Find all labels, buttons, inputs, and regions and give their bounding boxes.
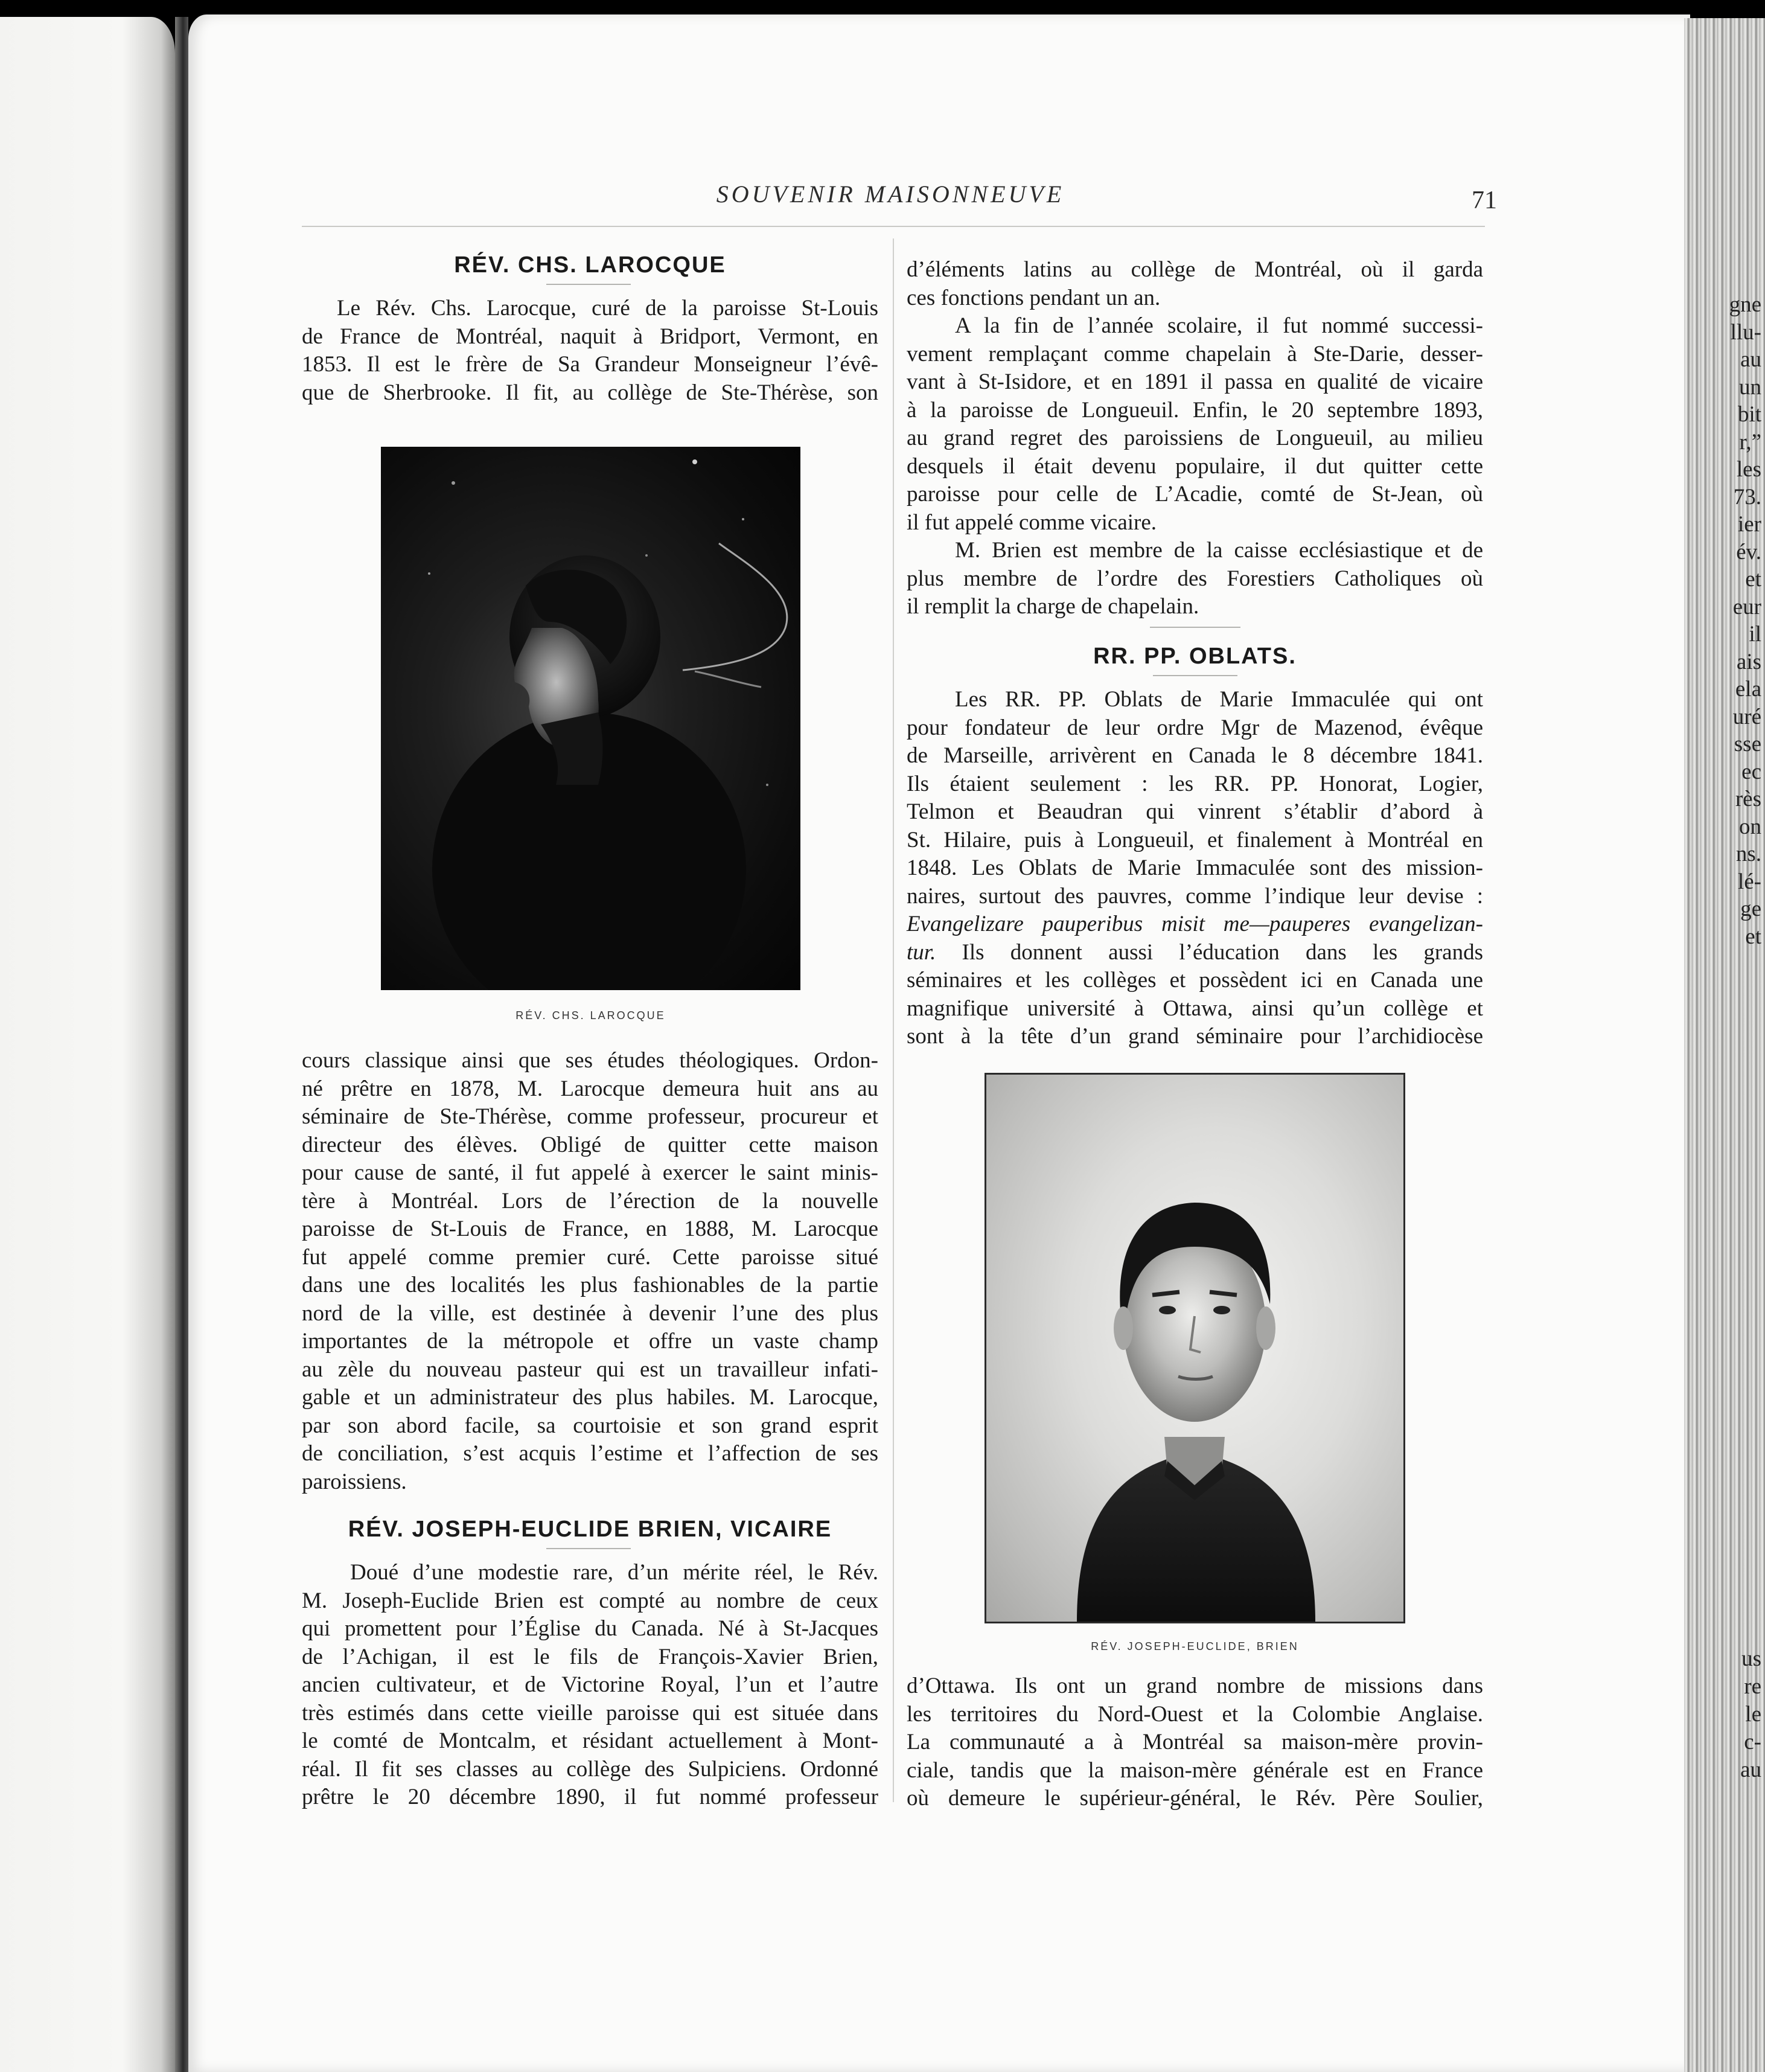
oblats-end-paragraph [907, 1672, 1483, 1813]
text-line: réal. Il fit ses classes au collège des Sulpiciens. Ordonné [302, 1756, 878, 1782]
text-line: Doué d’une modestie rare, d’un mérite réel, le Rév. [350, 1560, 878, 1585]
text-line: né prêtre en 1878, M. Larocque demeura huit ans au [302, 1076, 878, 1101]
left-page-fragment: on [1739, 814, 1761, 839]
left-page-fragment: le [1745, 1702, 1761, 1727]
text-line: plus membre de l’ordre des Forestiers Catholiques où [907, 566, 1483, 591]
left-page-fragment: lé- [1737, 869, 1761, 894]
left-page-fragment: re [1744, 1674, 1761, 1699]
photo-caption-brien: RÉV. JOSEPH-EUCLIDE, BRIEN [1091, 1640, 1299, 1652]
text-line: pour cause de santé, il fut appelé à exercer le saint minis- [302, 1160, 878, 1185]
left-page-fragment: r,” [1739, 429, 1761, 455]
text-line: le comté de Montcalm, et résidant actuellement à Mont- [302, 1728, 878, 1753]
text-line: paroisse pour celle de L’Acadie, comté de St-Jean, où [907, 482, 1483, 507]
left-page-fragment: c- [1744, 1730, 1761, 1754]
text-line: de conciliation, s’est acquis l’estime et l’affection de ses [302, 1441, 878, 1466]
text-line: ancien cultivateur, et de Victorine Royal, l’un et l’autre [302, 1672, 878, 1697]
text-line: que de Sherbrooke. Il fit, au collège de Ste-Thérèse, son [302, 380, 878, 405]
running-title: SOUVENIR MAISONNEUVE [716, 181, 1065, 208]
left-page-fragment: ns. [1735, 842, 1761, 866]
text-line: les territoires du Nord-Ouest et la Colombie Anglaise. [907, 1701, 1483, 1727]
motto-ending: tur. [907, 939, 936, 965]
text-line: très estimés dans cette vieille paroisse qui est située dans [302, 1700, 878, 1725]
text-line: pour fondateur de leur ordre Mgr de Mazenod, évêque [907, 715, 1483, 740]
text-line: ciale, tandis que la maison-mère générale est en France [907, 1757, 1483, 1783]
left-page-fragment: sse [1734, 732, 1761, 756]
text-line: séminaires et les collèges et possèdent ici en Canada une [907, 968, 1483, 993]
left-page [0, 17, 175, 2072]
text-line: d’Ottawa. Ils ont un grand nombre de missions dans [907, 1674, 1483, 1698]
text-line: de Marseille, arrivèrent en Canada le 8 décembre 1841. [907, 743, 1483, 768]
text-line: La communauté a à Montréal sa maison-mère provin- [907, 1730, 1483, 1754]
text-line: Les RR. PP. Oblats de Marie Immaculée qui ont [955, 687, 1483, 712]
left-page-fragment: llu- [1730, 319, 1761, 345]
text-line: M. Joseph-Euclide Brien est compté au nombre de ceux [302, 1588, 878, 1613]
text-span: Ils donnent aussi l’éducation dans les grands [936, 939, 1483, 965]
book-gutter [175, 17, 188, 2072]
text-line: importantes de la métropole et offre un vaste champ [302, 1329, 878, 1354]
text-line: de France de Montréal, naquit à Bridport, Vermont, en [302, 324, 878, 349]
left-page-fragment: eur [1732, 594, 1761, 619]
text-line: il fut appelé comme vicaire. [907, 510, 1157, 535]
left-page-fragment: év. [1736, 539, 1761, 564]
heading-rule [546, 284, 631, 285]
header-rule [302, 226, 1485, 227]
left-page-fragment: il [1749, 622, 1761, 647]
larocque-intro-paragraph [302, 295, 878, 407]
left-page-fragment: uré [1732, 704, 1761, 729]
left-page-fragment: ais [1736, 649, 1761, 674]
text-line: dans une des localités les plus fashionables de la partie [302, 1273, 878, 1297]
text-line: Ils étaient seulement : les RR. PP. Honorat, Logier, [907, 771, 1483, 796]
left-page-fragment: ier [1737, 512, 1761, 537]
portrait-photo-larocque [381, 447, 800, 990]
text-line: paroisse de St-Louis de France, en 1888, M. Larocque [302, 1217, 878, 1241]
heading-larocque: RÉV. CHS. LAROCQUE [454, 252, 726, 278]
text-line: de l’Achigan, il est le fils de François-Xavier Brien, [302, 1644, 878, 1669]
left-page-fragment: et [1745, 567, 1761, 592]
heading-oblats: RR. PP. OBLATS. [1093, 644, 1297, 669]
text-line: par son abord facile, sa courtoisie et son grand esprit [302, 1413, 878, 1438]
left-page-fragment: ela [1735, 677, 1761, 702]
oblats-body-paragraph [907, 686, 1483, 1051]
text-line: A la fin de l’année scolaire, il fut nommé successi- [955, 313, 1483, 338]
heading-rule [1153, 675, 1237, 676]
text-line: vant à St-Isidore, et en 1891 il passa en qualité de vicaire [907, 369, 1483, 394]
text-line: paroissiens. [302, 1469, 407, 1494]
text-line: directeur des élèves. Obligé de quitter cette maison [302, 1132, 878, 1157]
left-page-fragment: gne [1729, 292, 1761, 317]
text-line: M. Brien est membre de la caisse ecclésiastique et de [955, 538, 1483, 563]
brien-body-paragraph [302, 1559, 878, 1812]
left-page-fragment: et [1745, 924, 1761, 949]
left-page-fragment: 73. [1733, 484, 1761, 510]
photo-caption-larocque: RÉV. CHS. LAROCQUE [515, 1009, 666, 1022]
text-line: à la paroisse de Longueuil. Enfin, le 20 septembre 1893, [907, 397, 1483, 423]
text-line: où demeure le supérieur-général, le Rév. Père Soulier, [907, 1786, 1483, 1811]
brien-continued-paragraph [907, 256, 1483, 621]
text-line: 1853. Il est le frère de Sa Grandeur Monseigneur l’évê- [302, 352, 878, 377]
section-rule [1150, 627, 1240, 628]
left-page-fragment: rès [1735, 787, 1761, 811]
text-line: séminaire de Ste-Thérèse, comme professeur, procureur et [302, 1104, 878, 1129]
portrait-photo-brien [985, 1073, 1405, 1623]
text-line: fut appelé comme premier curé. Cette paroisse situé [302, 1244, 878, 1270]
text-line: ces fonctions pendant un an. [907, 285, 1161, 310]
text-line: il remplit la charge de chapelain. [907, 594, 1199, 619]
larocque-body-paragraph [302, 1047, 878, 1496]
page-number: 71 [1472, 187, 1497, 214]
text-line: Telmon et Beaudran qui vinrent s’établir d’abord à [907, 799, 1483, 824]
text-line: qui promettent pour l’Église du Canada. Né à St-Jacques [302, 1616, 878, 1641]
left-page-fragment: ge [1740, 897, 1761, 921]
text-line: nord de la ville, est destinée à devenir l’une des plus [302, 1300, 878, 1326]
left-page-fragment: us [1741, 1646, 1761, 1671]
text-line: gable et un administrateur des plus habiles. M. Larocque, [302, 1385, 878, 1410]
column-divider [893, 238, 894, 1802]
text-line: cours classique ainsi que ses études théologiques. Ordon- [302, 1048, 878, 1073]
text-line: desquels il était devenu populaire, il dut quitter cette [907, 453, 1483, 479]
text-line: prêtre le 20 décembre 1890, il fut nommé professeur [302, 1785, 878, 1809]
left-page-fragment: un [1739, 374, 1761, 400]
motto-line: Evangelizare pauperibus misit me—pauperes evangelizan- [907, 912, 1483, 936]
heading-brien: RÉV. JOSEPH-EUCLIDE BRIEN, VICAIRE [348, 1517, 832, 1542]
text-line: d’éléments latins au collège de Montréal, où il garda [907, 257, 1483, 282]
text-line: au zèle du nouveau pasteur qui est un travailleur infati- [302, 1357, 878, 1382]
left-page-fragment: les [1736, 457, 1761, 482]
left-page-fragment: bit [1737, 402, 1761, 427]
left-page-fragment: au [1740, 347, 1761, 372]
left-page-fragment: au [1740, 1757, 1761, 1782]
text-line: naires, surtout des pauvres, comme l’indique leur devise : [907, 883, 1483, 909]
text-line: au grand regret des paroissiens de Longueuil, au milieu [907, 426, 1483, 450]
left-page-fragment: ec [1741, 759, 1761, 784]
heading-rule [546, 1548, 631, 1549]
text-line: 1848. Les Oblats de Marie Immaculée sont des mission- [907, 855, 1483, 880]
text-line: tère à Montréal. Lors de l’érection de la nouvelle [302, 1188, 878, 1213]
text-line [907, 939, 1483, 967]
text-line: vement remplaçant comme chapelain à Ste-Darie, desser- [907, 341, 1483, 366]
text-line: Le Rév. Chs. Larocque, curé de la paroisse St-Louis [337, 296, 878, 321]
text-line: St. Hilaire, puis à Longueuil, et finalement à Montréal en [907, 827, 1483, 852]
text-line: magnifique université à Ottawa, ainsi qu’un collège et [907, 996, 1483, 1021]
text-line: sont à la tête d’un grand séminaire pour l’archidiocèse [907, 1024, 1483, 1049]
